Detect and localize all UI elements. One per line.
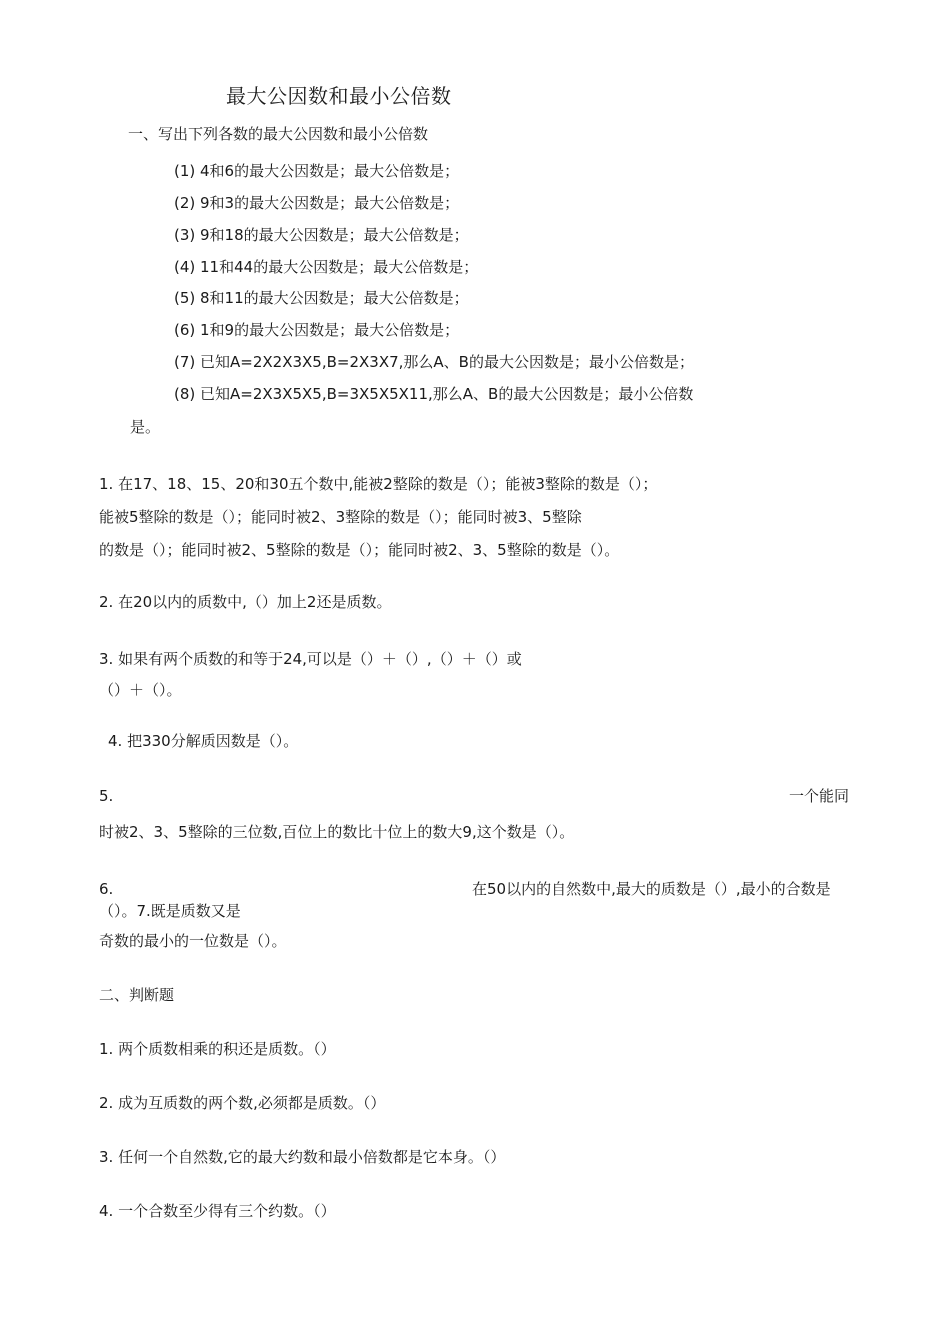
question-item-5: (5) 8和11的最大公因数是；最大公倍数是；	[174, 289, 469, 307]
fill-question-5-line-2: 时被2、3、5整除的三位数,百位上的数比十位上的数大9,这个数是（）。	[99, 823, 575, 841]
fill-question-6-right-text: 在50以内的自然数中,最大的质数是（）,最小的合数是	[472, 880, 831, 898]
fill-question-3-line-2: （）＋（）。	[99, 681, 182, 699]
question-item-7: (7) 已知A=2X2X3X5,B=2X3X7,那么A、B的最大公因数是；最小公倍数是；	[174, 353, 694, 371]
fill-question-6-line-2: （）。7.既是质数又是	[99, 902, 241, 920]
fill-question-1-line-1: 1. 在17、18、15、20和30五个数中,能被2整除的数是（）；能被3整除的数是（）；	[99, 475, 658, 493]
fill-question-2: 2. 在20以内的质数中,（）加上2还是质数。	[99, 593, 392, 611]
judge-item-2: 2. 成为互质数的两个数,必须都是质数。（）	[99, 1094, 386, 1112]
fill-question-6-line-3: 奇数的最小的一位数是（）。	[99, 932, 287, 950]
question-item-3: (3) 9和18的最大公因数是；最大公倍数是；	[174, 226, 469, 244]
question-item-1: (1) 4和6的最大公因数是；最大公倍数是；	[174, 162, 460, 180]
judge-item-3: 3. 任何一个自然数,它的最大约数和最小倍数都是它本身。（）	[99, 1148, 506, 1166]
fill-question-5-number: 5.	[99, 787, 114, 805]
fill-question-3-line-1: 3. 如果有两个质数的和等于24,可以是（）＋（）,（）＋（）或	[99, 650, 522, 668]
fill-question-1-line-2: 能被5整除的数是（）；能同时被2、3整除的数是（）；能同时被3、5整除	[99, 508, 582, 526]
question-item-6: (6) 1和9的最大公因数是；最大公倍数是；	[174, 321, 460, 339]
section-heading-1: 一、写出下列各数的最大公因数和最小公倍数	[128, 125, 429, 143]
fill-question-6-number: 6.	[99, 880, 114, 898]
fill-question-1-line-3: 的数是（）；能同时被2、5整除的数是（）；能同时被2、3、5整除的数是（）。	[99, 541, 620, 559]
fill-question-5-right-text: 一个能同	[789, 787, 850, 805]
question-item-8-continued: 是。	[130, 418, 161, 436]
section-heading-2: 二、判断题	[99, 986, 175, 1004]
question-item-2: (2) 9和3的最大公因数是；最大公倍数是；	[174, 194, 460, 212]
question-item-8: (8) 已知A=2X3X5X5,B=3X5X5X11,那么A、B的最大公因数是；最小公倍数	[174, 385, 694, 403]
question-item-4: (4) 11和44的最大公因数是；最大公倍数是；	[174, 258, 479, 276]
fill-question-4: 4. 把330分解质因数是（）。	[108, 732, 299, 750]
page-title: 最大公因数和最小公倍数	[226, 84, 452, 108]
judge-item-4: 4. 一个合数至少得有三个约数。（）	[99, 1202, 336, 1220]
judge-item-1: 1. 两个质数相乘的积还是质数。（）	[99, 1040, 336, 1058]
